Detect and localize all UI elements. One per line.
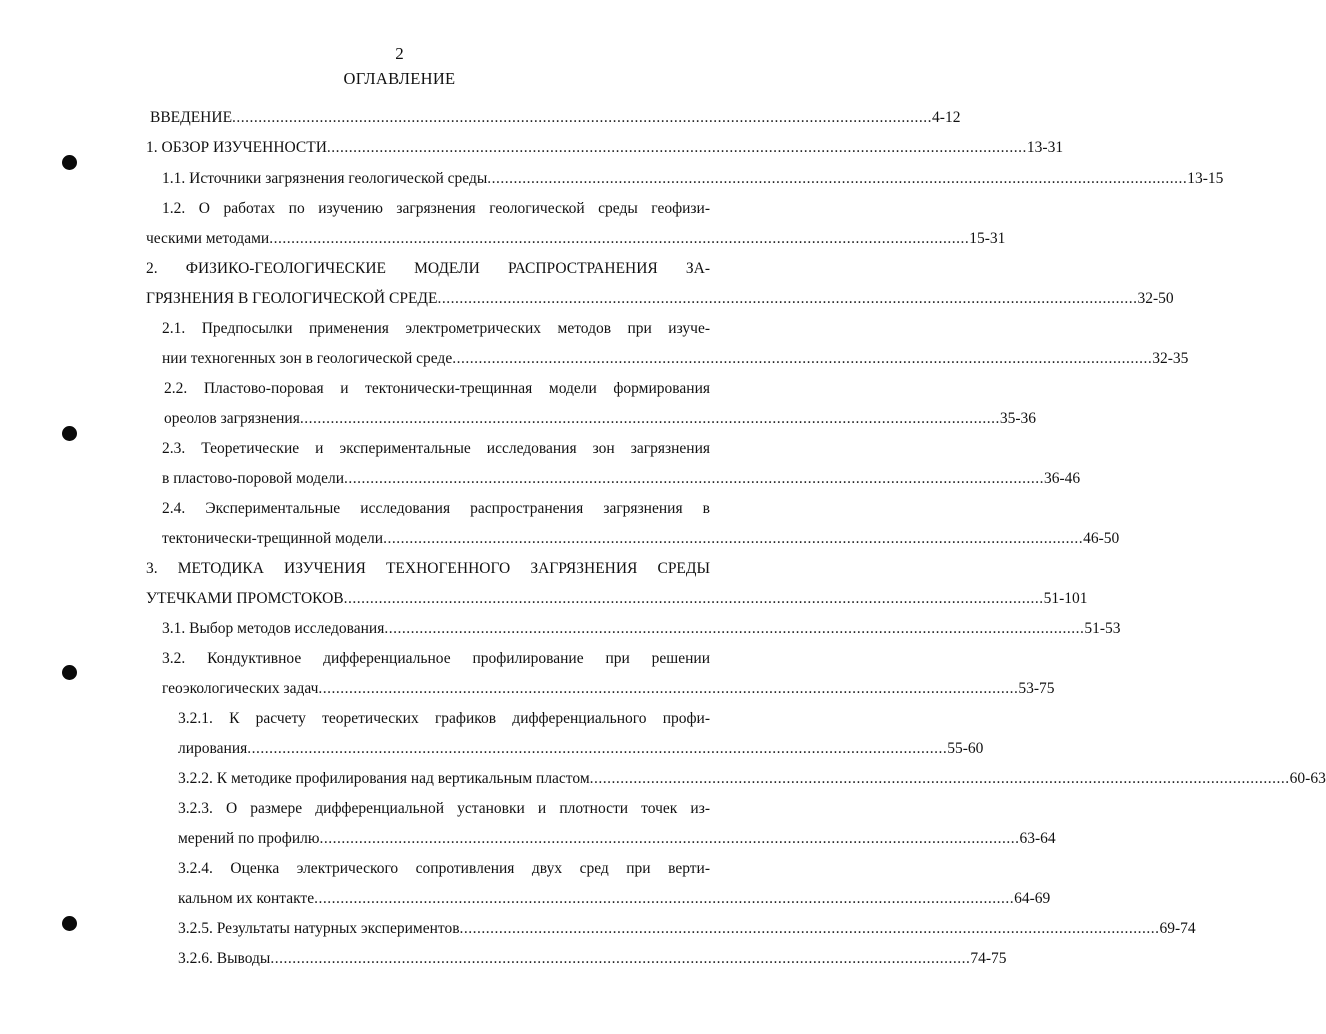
leader-dots: ................................................................................................................................................................	[314, 890, 1015, 907]
leader-dots: ................................................................................................................................................................	[384, 620, 1085, 637]
toc-entry-text: УТЕЧКАМИ ПРОМСТОКОВ	[146, 590, 344, 607]
toc-entry-text: 3.2.6. Выводы	[178, 950, 271, 967]
leader-dots: ................................................................................................................................................................	[344, 470, 1045, 487]
toc-entry-s1-1[interactable]	[162, 168, 1224, 190]
leader-dots: ................................................................................................................................................................	[437, 290, 1138, 307]
toc-entry-s3-2-6[interactable]	[178, 948, 1007, 970]
toc-entry-s3[interactable]	[146, 588, 1088, 610]
toc-entry-s3-2-3[interactable]	[178, 828, 1056, 850]
toc-entry-s2-4[interactable]	[162, 528, 1120, 550]
toc-entry-text: ГРЯЗНЕНИЯ В ГЕОЛОГИЧЕСКОЙ СРЕДЕ	[146, 290, 438, 307]
leader-dots: ................................................................................................................................................................	[247, 740, 948, 757]
toc-entry-pages: 46-50	[1083, 530, 1120, 547]
punch-hole	[62, 665, 77, 680]
toc-entry-s3-2-2[interactable]	[178, 768, 1326, 790]
toc-entry-s3-2-4-line1[interactable]: 3.2.4. Оценка электрического сопротивления двух сред при верти-	[178, 860, 710, 877]
toc-entry-text: лирования	[178, 740, 248, 757]
page-title: ОГЛАВЛЕНИЕ	[343, 69, 456, 88]
toc-entry-pages: 36-46	[1044, 470, 1081, 487]
leader-dots: ................................................................................................................................................................	[459, 920, 1160, 937]
toc-entry-s2-2[interactable]	[164, 408, 1037, 430]
toc-entry-pages: 51-53	[1084, 620, 1121, 637]
leader-dots: ................................................................................................................................................................	[452, 350, 1153, 367]
leader-dots: ................................................................................................................................................................	[326, 139, 1027, 156]
leader-dots: ................................................................................................................................................................	[270, 950, 971, 967]
toc-entry-s2-3[interactable]	[162, 468, 1081, 490]
toc-entry-s1-2[interactable]	[146, 228, 1006, 250]
toc-entry-pages: 4-12	[932, 109, 961, 126]
toc-entry-pages: 60-63	[1289, 770, 1326, 787]
toc-entry-pages: 69-74	[1159, 920, 1196, 937]
leader-dots: ................................................................................................................................................................	[269, 230, 970, 247]
toc-entry-s3-2[interactable]	[162, 678, 1055, 700]
toc-entry-s2-line1[interactable]: 2. ФИЗИКО-ГЕОЛОГИЧЕСКИЕ МОДЕЛИ РАСПРОСТРАНЕНИЯ ЗА-	[146, 260, 710, 277]
toc-entry-s3-2-1[interactable]	[178, 738, 984, 760]
toc-entry-pages: 64-69	[1014, 890, 1051, 907]
toc-entry-pages: 35-36	[999, 410, 1037, 427]
toc-entry-pages: 51-101	[1043, 590, 1088, 607]
toc-entry-s2-4-line1[interactable]: 2.4. Экспериментальные исследования распространения загрязнения в	[162, 500, 710, 517]
toc-entry-text: ореолов загрязнения	[164, 410, 300, 427]
leader-dots: ................................................................................................................................................................	[487, 170, 1188, 187]
toc-entry-text: 1.1. Источники загрязнения геологической среды	[162, 170, 488, 187]
toc-entry-text: ческими методами	[146, 230, 270, 247]
toc-entry-pages: 32-35	[1152, 350, 1189, 367]
toc-entry-text: нии техногенных зон в геологической среде	[162, 350, 453, 367]
toc-entry-s2-1-line1[interactable]: 2.1. Предпосылки применения электрометрических методов при изуче-	[162, 320, 710, 337]
toc-entry-s3-1[interactable]	[162, 618, 1121, 640]
toc-entry-text: в пластово-поровой модели	[162, 470, 345, 487]
leader-dots: ................................................................................................................................................................	[318, 680, 1019, 697]
toc-entry-s3-2-4[interactable]	[178, 888, 1051, 910]
toc-entry-s2-2-line1[interactable]: 2.2. Пластово-поровая и тектонически-трещинная модели формирования	[164, 380, 710, 397]
toc-entry-pages: 55-60	[947, 740, 984, 757]
toc-entry-text: геоэкологических задач	[162, 680, 319, 697]
toc-entry-text: 3.1. Выбор методов исследования	[162, 620, 385, 637]
toc-entry-text: ВВЕДЕНИЕ	[150, 109, 233, 126]
toc-entry-text: 3.2.2. К методике профилирования над вертикальным пластом	[178, 770, 590, 787]
punch-hole	[62, 155, 77, 170]
toc-entry-pages: 32-50	[1137, 290, 1174, 307]
toc-entry-text: 3.2.5. Результаты натурных экспериментов	[178, 920, 460, 937]
toc-entry-text: кальном их контакте	[178, 890, 315, 907]
toc-entry-pages: 53-75	[1018, 680, 1055, 697]
toc-entry-s2-1[interactable]	[162, 348, 1189, 370]
leader-dots: ................................................................................................................................................................	[343, 590, 1044, 607]
toc-entry-s3-2-1-line1[interactable]: 3.2.1. К расчету теоретических графиков дифференциального профи-	[178, 710, 710, 727]
leader-dots: ................................................................................................................................................................	[232, 109, 933, 126]
leader-dots: ................................................................................................................................................................	[589, 770, 1290, 787]
toc-entry-s3-line1[interactable]: 3. МЕТОДИКА ИЗУЧЕНИЯ ТЕХНОГЕННОГО ЗАГРЯЗНЕНИЯ СРЕДЫ	[146, 560, 710, 577]
toc-entry-pages: 74-75	[970, 950, 1007, 967]
leader-dots: ................................................................................................................................................................	[319, 830, 1020, 847]
page-number: 2	[395, 44, 404, 63]
leader-dots: ................................................................................................................................................................	[383, 530, 1084, 547]
toc-entry-pages: 63-64	[1019, 830, 1056, 847]
punch-hole	[62, 916, 77, 931]
toc-entry-text: 1. ОБЗОР ИЗУЧЕННОСТИ	[146, 139, 327, 156]
toc-entry-pages: 13-15	[1187, 170, 1224, 187]
toc-entry-pages: 15-31	[969, 230, 1006, 247]
toc-entry-s3-2-line1[interactable]: 3.2. Кондуктивное дифференциальное профилирование при решении	[162, 650, 710, 667]
toc-entry-s3-2-5[interactable]	[178, 918, 1196, 940]
toc-entry-text: мерений по профилю	[178, 830, 320, 847]
toc-entry-s2-3-line1[interactable]: 2.3. Теоретические и экспериментальные исследования зон загрязнения	[162, 440, 710, 457]
leader-dots: ................................................................................................................................................................	[299, 410, 1000, 427]
punch-hole	[62, 426, 77, 441]
toc-entry-intro[interactable]	[150, 107, 961, 129]
toc-entry-s1[interactable]	[146, 137, 1064, 159]
toc-entry-text: тектонически-трещинной модели	[162, 530, 384, 547]
toc-entry-s1-2-line1[interactable]: 1.2. О работах по изучению загрязнения геологической среды геофизи-	[162, 200, 710, 217]
toc-entry-pages: 13-31	[1026, 139, 1064, 156]
toc-entry-s3-2-3-line1[interactable]: 3.2.3. О размере дифференциальной установки и плотности точек из-	[178, 800, 710, 817]
toc-entry-s2[interactable]	[146, 288, 1174, 310]
